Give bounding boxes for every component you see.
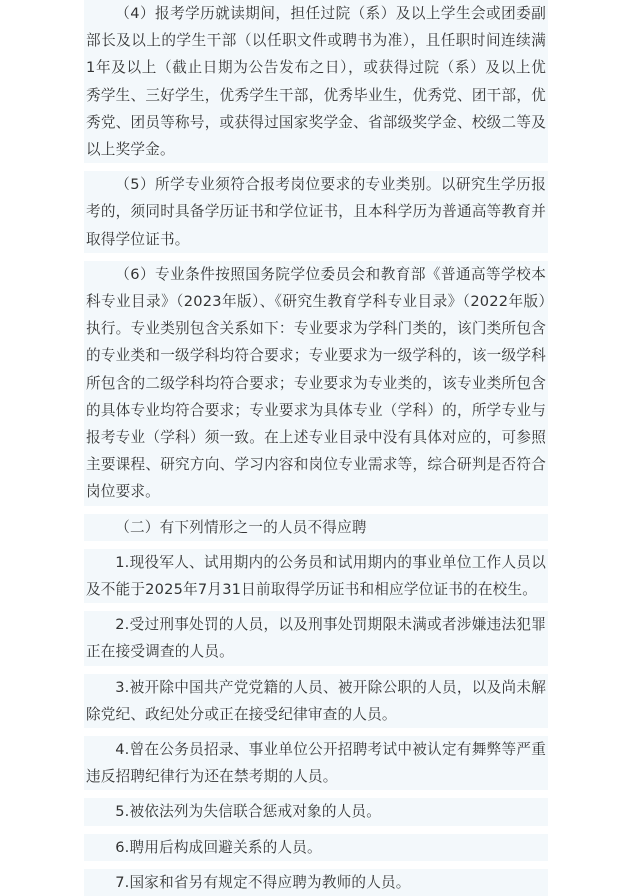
article-body: [84, 0, 548, 896]
list-item-6: 6.聘用后构成回避关系的人员。: [84, 834, 548, 861]
paragraph-condition-5: （5）所学专业须符合报考岗位要求的专业类别。以研究生学历报考的，须同时具备学历证书和学位证书，且本科学历为普通高等教育并取得学位证书。: [84, 171, 548, 253]
list-item-2: 2.受过刑事处罚的人员，以及刑事处罚期限未满或者涉嫌违法犯罪正在接受调查的人员。: [84, 611, 548, 665]
paragraph-condition-6: （6）专业条件按照国务院学位委员会和教育部《普通高等学校本科专业目录》（2023年版）、《研究生教育学科专业目录》（2022年版）执行。专业类别包含关系如下：专业要求为学科门类的，该门类所包含的专业类和一级学科均符合要求；专业要求为一级学科的，该一级学科所包含的二级学科均符合要求；专业要求为专业类的，该专业类所包含的具体专业均符合要求；专业要求为具体专业（学科）的，所学专业与报考专业（学科）须一致。在上述专业目录中没有具体对应的，可参照主要课程、研究方向、学习内容和岗位专业需求等，综合研判是否符合岗位要求。: [84, 261, 548, 506]
list-item-3: 3.被开除中国共产党党籍的人员、被开除公职的人员，以及尚未解除党纪、政纪处分或正在接受纪律审查的人员。: [84, 674, 548, 728]
paragraph-condition-4: （4）报考学历就读期间，担任过院（系）及以上学生会或团委副部长及以上的学生干部（以任职文件或聘书为准），且任职时间连续满1年及以上（截止日期为公告发布之日），或获得过院（系）及以上优秀学生、三好学生，优秀学生干部，优秀毕业生，优秀党、团干部，优秀党、团员等称号，或获得过国家奖学金、省部级奖学金、校级二等及以上奖学金。: [84, 0, 548, 163]
section-heading-disqualifications: （二）有下列情形之一的人员不得应聘: [84, 514, 548, 541]
list-item-4: 4.曾在公务员招录、事业单位公开招聘考试中被认定有舞弊等严重违反招聘纪律行为还在禁考期的人员。: [84, 736, 548, 790]
list-item-7: 7.国家和省另有规定不得应聘为教师的人员。: [84, 869, 548, 896]
list-item-5: 5.被依法列为失信联合惩戒对象的人员。: [84, 798, 548, 825]
list-item-1: 1.现役军人、试用期内的公务员和试用期内的事业单位工作人员以及不能于2025年7月31日前取得学历证书和相应学位证书的在校生。: [84, 549, 548, 603]
